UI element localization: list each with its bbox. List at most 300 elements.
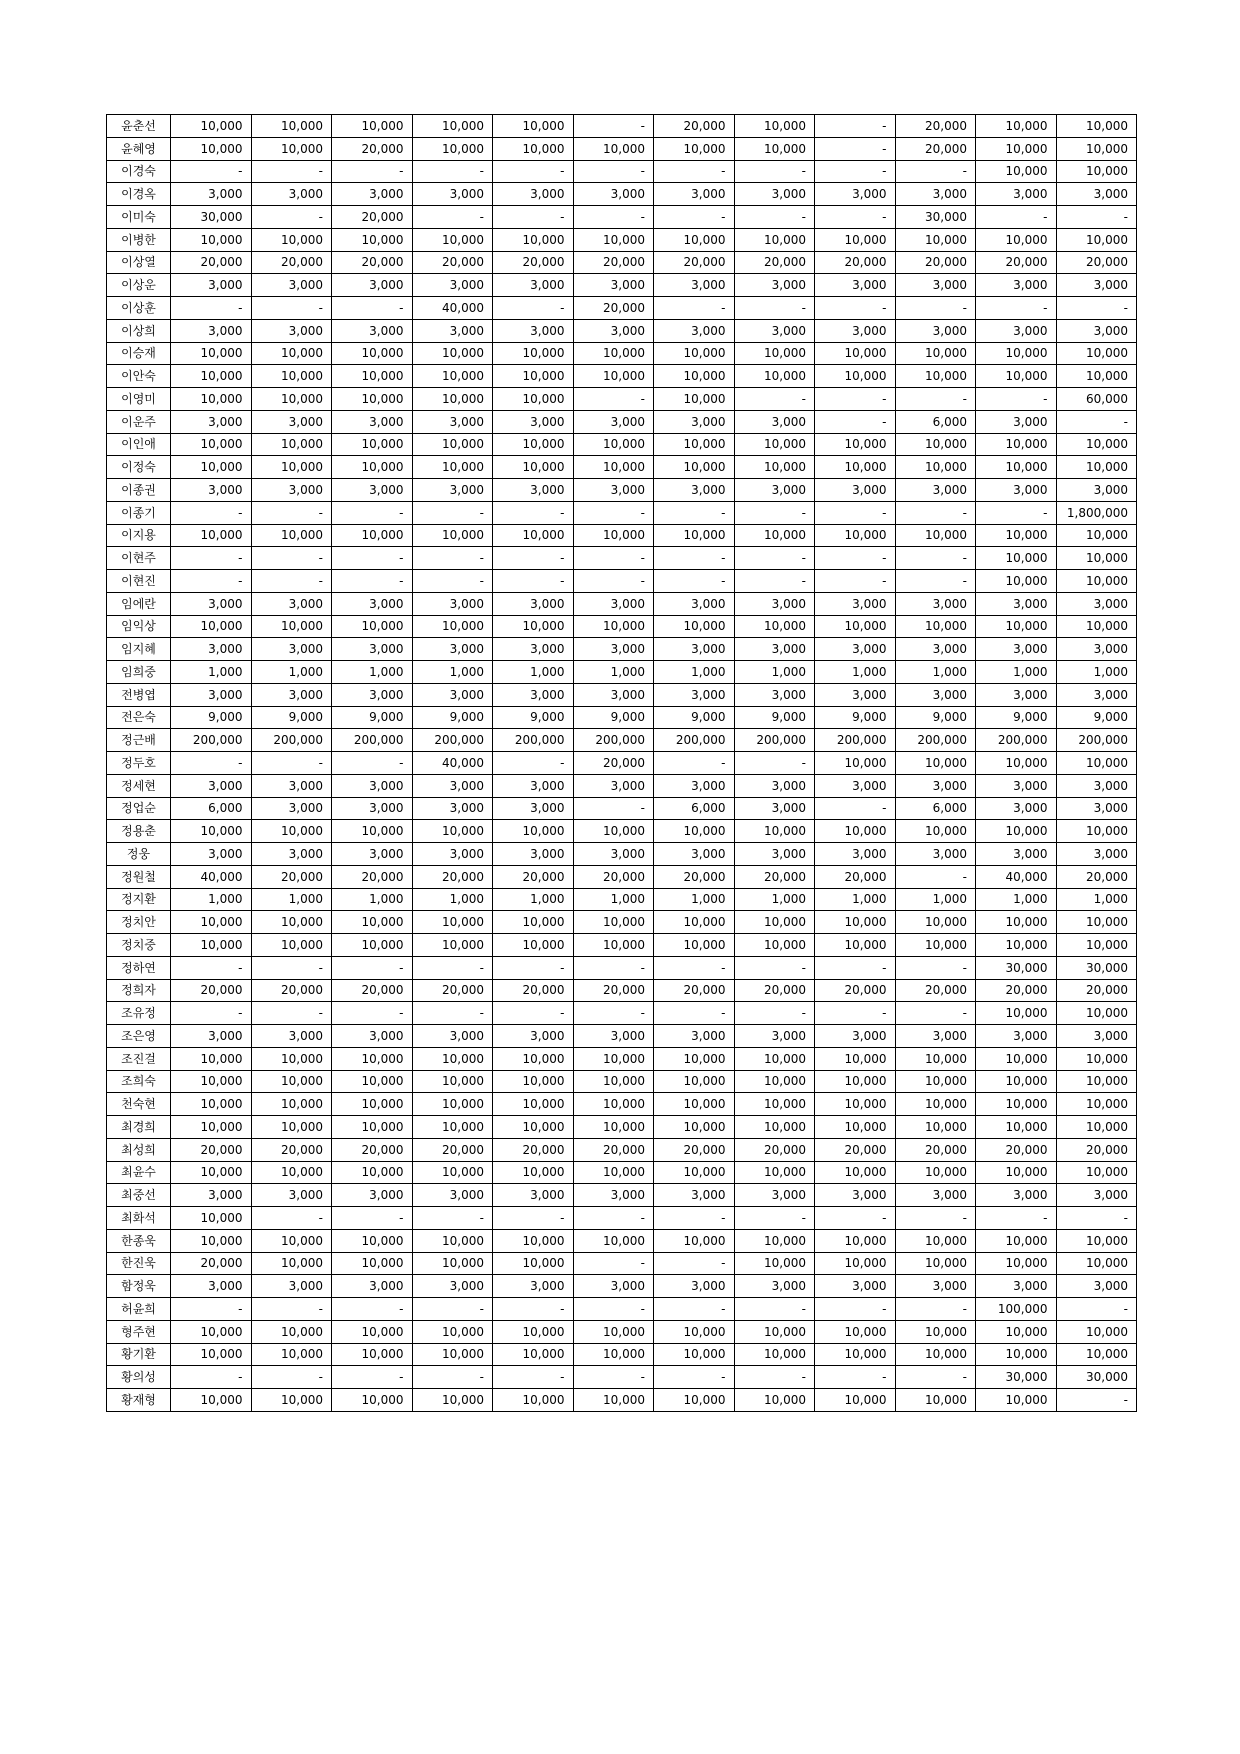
table-row xyxy=(107,410,1137,433)
amount-cell: 10,000 xyxy=(573,1343,654,1366)
amount-cell: 3,000 xyxy=(171,592,252,615)
amount-cell: 10,000 xyxy=(171,228,252,251)
amount-cell: 10,000 xyxy=(573,1047,654,1070)
amount-cell: 10,000 xyxy=(412,456,493,479)
amount-cell: 10,000 xyxy=(895,1093,976,1116)
amount-cell: 20,000 xyxy=(412,979,493,1002)
amount-cell: 3,000 xyxy=(493,683,574,706)
amount-cell: 10,000 xyxy=(976,342,1057,365)
amount-cell: - xyxy=(654,1207,735,1230)
amount-cell: 10,000 xyxy=(493,433,574,456)
table-row xyxy=(107,388,1137,411)
table-row xyxy=(107,1320,1137,1343)
amount-cell: 10,000 xyxy=(251,1229,332,1252)
amount-cell: 10,000 xyxy=(976,1252,1057,1275)
table-row xyxy=(107,615,1137,638)
amount-cell: 10,000 xyxy=(654,1389,735,1412)
amount-cell: 1,000 xyxy=(493,888,574,911)
amount-cell: - xyxy=(493,956,574,979)
amount-cell: 200,000 xyxy=(251,729,332,752)
amount-cell: 10,000 xyxy=(412,1389,493,1412)
amount-cell: 10,000 xyxy=(332,524,413,547)
amount-cell: 10,000 xyxy=(573,228,654,251)
amount-cell: - xyxy=(493,1366,574,1389)
table-row xyxy=(107,456,1137,479)
amount-cell: 1,000 xyxy=(815,888,896,911)
amount-cell: 20,000 xyxy=(654,979,735,1002)
amount-cell: 10,000 xyxy=(734,1070,815,1093)
amount-cell: 10,000 xyxy=(895,1116,976,1139)
amount-cell: 3,000 xyxy=(412,1025,493,1048)
amount-cell: 10,000 xyxy=(654,1343,735,1366)
amount-cell: 10,000 xyxy=(734,1229,815,1252)
member-name-cell: 임에란 xyxy=(107,592,171,615)
member-name-cell: 이지용 xyxy=(107,524,171,547)
ledger-body xyxy=(107,115,1137,1412)
amount-cell: 10,000 xyxy=(251,1161,332,1184)
amount-cell: 200,000 xyxy=(573,729,654,752)
amount-cell: - xyxy=(251,297,332,320)
amount-cell: 20,000 xyxy=(251,251,332,274)
amount-cell: - xyxy=(171,1366,252,1389)
amount-cell: 10,000 xyxy=(171,433,252,456)
amount-cell: 3,000 xyxy=(493,1184,574,1207)
amount-cell: - xyxy=(976,1207,1057,1230)
amount-cell: 3,000 xyxy=(171,1275,252,1298)
amount-cell: 10,000 xyxy=(976,1116,1057,1139)
amount-cell: 3,000 xyxy=(734,274,815,297)
amount-cell: 10,000 xyxy=(734,115,815,138)
amount-cell: 20,000 xyxy=(654,1138,735,1161)
amount-cell: 10,000 xyxy=(815,433,896,456)
amount-cell: 10,000 xyxy=(1056,365,1137,388)
amount-cell: 10,000 xyxy=(815,524,896,547)
amount-cell: 10,000 xyxy=(976,160,1057,183)
amount-cell: 10,000 xyxy=(1056,934,1137,957)
amount-cell: 10,000 xyxy=(332,115,413,138)
amount-cell: 10,000 xyxy=(573,1229,654,1252)
amount-cell: 20,000 xyxy=(412,1138,493,1161)
member-name-cell: 한진욱 xyxy=(107,1252,171,1275)
amount-cell: 10,000 xyxy=(1056,1229,1137,1252)
amount-cell: 10,000 xyxy=(332,1161,413,1184)
amount-cell: 10,000 xyxy=(332,1116,413,1139)
member-name-cell: 최중선 xyxy=(107,1184,171,1207)
member-name-cell: 최경희 xyxy=(107,1116,171,1139)
member-name-cell: 임희중 xyxy=(107,661,171,684)
amount-cell: 10,000 xyxy=(412,115,493,138)
amount-cell: 3,000 xyxy=(251,319,332,342)
amount-cell: 10,000 xyxy=(895,456,976,479)
amount-cell: 10,000 xyxy=(251,524,332,547)
amount-cell: 10,000 xyxy=(895,752,976,775)
amount-cell: - xyxy=(654,206,735,229)
amount-cell: 10,000 xyxy=(734,1161,815,1184)
amount-cell: 3,000 xyxy=(171,274,252,297)
amount-cell: 10,000 xyxy=(976,1229,1057,1252)
amount-cell: - xyxy=(251,1298,332,1321)
amount-cell: 10,000 xyxy=(1056,615,1137,638)
table-row xyxy=(107,1025,1137,1048)
amount-cell: 3,000 xyxy=(573,638,654,661)
amount-cell: - xyxy=(895,501,976,524)
amount-cell: 3,000 xyxy=(976,1184,1057,1207)
amount-cell: - xyxy=(332,1366,413,1389)
amount-cell: 10,000 xyxy=(1056,524,1137,547)
table-row xyxy=(107,592,1137,615)
amount-cell: 40,000 xyxy=(976,865,1057,888)
amount-cell: 9,000 xyxy=(895,706,976,729)
table-row xyxy=(107,570,1137,593)
amount-cell: 3,000 xyxy=(412,797,493,820)
member-name-cell: 정용춘 xyxy=(107,820,171,843)
amount-cell: 3,000 xyxy=(332,410,413,433)
amount-cell: - xyxy=(412,1207,493,1230)
amount-cell: 10,000 xyxy=(815,1070,896,1093)
amount-cell: - xyxy=(815,501,896,524)
amount-cell: 10,000 xyxy=(895,1070,976,1093)
amount-cell: 20,000 xyxy=(412,865,493,888)
member-name-cell: 이상운 xyxy=(107,274,171,297)
amount-cell: - xyxy=(573,115,654,138)
amount-cell: 10,000 xyxy=(412,1116,493,1139)
member-name-cell: 이승재 xyxy=(107,342,171,365)
amount-cell: 10,000 xyxy=(815,228,896,251)
amount-cell: - xyxy=(412,547,493,570)
amount-cell: 10,000 xyxy=(815,1047,896,1070)
amount-cell: 10,000 xyxy=(976,1343,1057,1366)
amount-cell: 3,000 xyxy=(654,1275,735,1298)
amount-cell: 10,000 xyxy=(573,524,654,547)
table-row xyxy=(107,1161,1137,1184)
amount-cell: - xyxy=(734,570,815,593)
amount-cell: - xyxy=(1056,1298,1137,1321)
amount-cell: 10,000 xyxy=(332,433,413,456)
amount-cell: 10,000 xyxy=(895,1389,976,1412)
member-name-cell: 이현진 xyxy=(107,570,171,593)
member-name-cell: 이병한 xyxy=(107,228,171,251)
amount-cell: 3,000 xyxy=(251,183,332,206)
amount-cell: 200,000 xyxy=(654,729,735,752)
amount-cell: 10,000 xyxy=(493,228,574,251)
amount-cell: 10,000 xyxy=(493,388,574,411)
amount-cell: 10,000 xyxy=(412,524,493,547)
amount-cell: 10,000 xyxy=(815,752,896,775)
amount-cell: 20,000 xyxy=(815,1138,896,1161)
amount-cell: 3,000 xyxy=(251,479,332,502)
amount-cell: 10,000 xyxy=(1056,456,1137,479)
amount-cell: 3,000 xyxy=(332,479,413,502)
amount-cell: 20,000 xyxy=(412,251,493,274)
amount-cell: 10,000 xyxy=(976,1047,1057,1070)
member-name-cell: 조은영 xyxy=(107,1025,171,1048)
member-name-cell: 정희자 xyxy=(107,979,171,1002)
amount-cell: 3,000 xyxy=(412,274,493,297)
amount-cell: 20,000 xyxy=(251,1138,332,1161)
amount-cell: 10,000 xyxy=(493,1047,574,1070)
amount-cell: - xyxy=(171,501,252,524)
amount-cell: 1,000 xyxy=(171,661,252,684)
amount-cell: 3,000 xyxy=(573,843,654,866)
member-name-cell: 정치안 xyxy=(107,911,171,934)
amount-cell: 3,000 xyxy=(1056,797,1137,820)
amount-cell: - xyxy=(573,1366,654,1389)
table-row xyxy=(107,479,1137,502)
amount-cell: 3,000 xyxy=(895,683,976,706)
amount-cell: 10,000 xyxy=(171,820,252,843)
amount-cell: 3,000 xyxy=(1056,592,1137,615)
member-name-cell: 이미숙 xyxy=(107,206,171,229)
amount-cell: - xyxy=(734,388,815,411)
amount-cell: 10,000 xyxy=(895,1343,976,1366)
amount-cell: 3,000 xyxy=(734,479,815,502)
member-name-cell: 함정욱 xyxy=(107,1275,171,1298)
amount-cell: - xyxy=(895,1002,976,1025)
amount-cell: 10,000 xyxy=(171,388,252,411)
amount-cell: 10,000 xyxy=(412,365,493,388)
amount-cell: 9,000 xyxy=(171,706,252,729)
amount-cell: 20,000 xyxy=(251,979,332,1002)
amount-cell: 3,000 xyxy=(412,183,493,206)
amount-cell: 3,000 xyxy=(251,1275,332,1298)
amount-cell: - xyxy=(815,1002,896,1025)
amount-cell: 10,000 xyxy=(734,365,815,388)
amount-cell: 3,000 xyxy=(412,843,493,866)
amount-cell: 3,000 xyxy=(573,1184,654,1207)
amount-cell: 10,000 xyxy=(654,1093,735,1116)
amount-cell: 3,000 xyxy=(1056,274,1137,297)
amount-cell: - xyxy=(895,1207,976,1230)
amount-cell: 3,000 xyxy=(976,183,1057,206)
table-row xyxy=(107,137,1137,160)
amount-cell: 9,000 xyxy=(815,706,896,729)
amount-cell: 3,000 xyxy=(895,774,976,797)
amount-cell: 3,000 xyxy=(815,1275,896,1298)
amount-cell: - xyxy=(734,547,815,570)
amount-cell: 10,000 xyxy=(171,1070,252,1093)
amount-cell: 20,000 xyxy=(573,251,654,274)
amount-cell: 3,000 xyxy=(573,1275,654,1298)
table-row xyxy=(107,206,1137,229)
amount-cell: 30,000 xyxy=(171,206,252,229)
amount-cell: 9,000 xyxy=(1056,706,1137,729)
amount-cell: - xyxy=(412,206,493,229)
amount-cell: - xyxy=(815,137,896,160)
amount-cell: 10,000 xyxy=(251,934,332,957)
amount-cell: 10,000 xyxy=(976,1389,1057,1412)
amount-cell: 10,000 xyxy=(895,615,976,638)
table-row xyxy=(107,683,1137,706)
amount-cell: 10,000 xyxy=(332,615,413,638)
amount-cell: 3,000 xyxy=(976,274,1057,297)
amount-cell: - xyxy=(171,1298,252,1321)
member-name-cell: 이운주 xyxy=(107,410,171,433)
amount-cell: 3,000 xyxy=(251,274,332,297)
amount-cell: 3,000 xyxy=(493,183,574,206)
amount-cell: - xyxy=(251,1002,332,1025)
amount-cell: 3,000 xyxy=(573,479,654,502)
amount-cell: - xyxy=(895,388,976,411)
amount-cell: 200,000 xyxy=(493,729,574,752)
amount-cell: 10,000 xyxy=(895,524,976,547)
member-name-cell: 윤춘선 xyxy=(107,115,171,138)
amount-cell: - xyxy=(573,1298,654,1321)
amount-cell: 3,000 xyxy=(573,774,654,797)
amount-cell: 3,000 xyxy=(573,274,654,297)
amount-cell: 3,000 xyxy=(412,638,493,661)
amount-cell: 10,000 xyxy=(1056,115,1137,138)
amount-cell: 3,000 xyxy=(895,319,976,342)
member-name-cell: 황기환 xyxy=(107,1343,171,1366)
amount-cell: - xyxy=(654,1252,735,1275)
amount-cell: 10,000 xyxy=(1056,1093,1137,1116)
amount-cell: 3,000 xyxy=(815,1184,896,1207)
amount-cell: - xyxy=(171,297,252,320)
amount-cell: 20,000 xyxy=(654,251,735,274)
table-row xyxy=(107,1070,1137,1093)
amount-cell: - xyxy=(815,1207,896,1230)
amount-cell: 10,000 xyxy=(815,342,896,365)
amount-cell: 20,000 xyxy=(734,979,815,1002)
amount-cell: 20,000 xyxy=(171,251,252,274)
member-name-cell: 조진걸 xyxy=(107,1047,171,1070)
amount-cell: 10,000 xyxy=(976,570,1057,593)
amount-cell: - xyxy=(332,1298,413,1321)
amount-cell: 10,000 xyxy=(976,1161,1057,1184)
amount-cell: 10,000 xyxy=(734,1116,815,1139)
amount-cell: - xyxy=(493,1207,574,1230)
amount-cell: - xyxy=(654,1366,735,1389)
amount-cell: 10,000 xyxy=(734,615,815,638)
amount-cell: 10,000 xyxy=(1056,752,1137,775)
amount-cell: 10,000 xyxy=(573,433,654,456)
amount-cell: 10,000 xyxy=(171,1343,252,1366)
member-name-cell: 조유정 xyxy=(107,1002,171,1025)
member-name-cell: 정웅 xyxy=(107,843,171,866)
amount-cell: 1,000 xyxy=(332,661,413,684)
table-row xyxy=(107,1389,1137,1412)
amount-cell: 3,000 xyxy=(815,1025,896,1048)
amount-cell: 10,000 xyxy=(654,433,735,456)
amount-cell: 10,000 xyxy=(654,1047,735,1070)
amount-cell: 9,000 xyxy=(573,706,654,729)
amount-cell: 3,000 xyxy=(976,843,1057,866)
amount-cell: 10,000 xyxy=(251,911,332,934)
amount-cell: 3,000 xyxy=(171,774,252,797)
amount-cell: 10,000 xyxy=(573,1389,654,1412)
amount-cell: 10,000 xyxy=(976,365,1057,388)
amount-cell: 10,000 xyxy=(573,911,654,934)
amount-cell: 20,000 xyxy=(573,979,654,1002)
amount-cell: 20,000 xyxy=(573,297,654,320)
table-row xyxy=(107,1207,1137,1230)
member-name-cell: 한종욱 xyxy=(107,1229,171,1252)
amount-cell: 10,000 xyxy=(976,547,1057,570)
amount-cell: 20,000 xyxy=(734,1138,815,1161)
amount-cell: 3,000 xyxy=(815,479,896,502)
amount-cell: 10,000 xyxy=(493,365,574,388)
amount-cell: - xyxy=(493,547,574,570)
amount-cell: 10,000 xyxy=(332,1320,413,1343)
donation-ledger-table xyxy=(106,114,1137,1412)
amount-cell: 10,000 xyxy=(976,615,1057,638)
amount-cell: 10,000 xyxy=(734,137,815,160)
amount-cell: - xyxy=(734,160,815,183)
amount-cell: 10,000 xyxy=(654,137,735,160)
amount-cell: - xyxy=(573,1207,654,1230)
amount-cell: - xyxy=(815,160,896,183)
amount-cell: 10,000 xyxy=(1056,547,1137,570)
amount-cell: - xyxy=(493,297,574,320)
amount-cell: 10,000 xyxy=(654,1229,735,1252)
amount-cell: - xyxy=(734,752,815,775)
amount-cell: 20,000 xyxy=(895,1138,976,1161)
amount-cell: 10,000 xyxy=(332,1389,413,1412)
amount-cell: 10,000 xyxy=(654,524,735,547)
amount-cell: 30,000 xyxy=(1056,956,1137,979)
amount-cell: 3,000 xyxy=(412,1275,493,1298)
amount-cell: 3,000 xyxy=(493,843,574,866)
member-name-cell: 정원철 xyxy=(107,865,171,888)
amount-cell: 10,000 xyxy=(1056,820,1137,843)
amount-cell: 10,000 xyxy=(1056,228,1137,251)
amount-cell: - xyxy=(412,1298,493,1321)
amount-cell: - xyxy=(493,160,574,183)
amount-cell: 10,000 xyxy=(573,1116,654,1139)
amount-cell: 200,000 xyxy=(734,729,815,752)
amount-cell: - xyxy=(734,1298,815,1321)
table-row xyxy=(107,865,1137,888)
member-name-cell: 최화석 xyxy=(107,1207,171,1230)
amount-cell: 10,000 xyxy=(171,1320,252,1343)
amount-cell: 3,000 xyxy=(493,479,574,502)
amount-cell: 10,000 xyxy=(412,137,493,160)
amount-cell: 10,000 xyxy=(332,456,413,479)
amount-cell: - xyxy=(332,570,413,593)
amount-cell: 10,000 xyxy=(654,365,735,388)
amount-cell: 3,000 xyxy=(412,774,493,797)
amount-cell: - xyxy=(654,956,735,979)
amount-cell: 10,000 xyxy=(654,1116,735,1139)
amount-cell: 1,000 xyxy=(1056,661,1137,684)
member-name-cell: 이인애 xyxy=(107,433,171,456)
amount-cell: 20,000 xyxy=(895,115,976,138)
amount-cell: 3,000 xyxy=(332,274,413,297)
amount-cell: 10,000 xyxy=(734,524,815,547)
amount-cell: 3,000 xyxy=(654,183,735,206)
amount-cell: 3,000 xyxy=(251,797,332,820)
table-row xyxy=(107,160,1137,183)
amount-cell: 10,000 xyxy=(493,456,574,479)
amount-cell: 3,000 xyxy=(895,843,976,866)
member-name-cell: 황재형 xyxy=(107,1389,171,1412)
amount-cell: 10,000 xyxy=(493,615,574,638)
amount-cell: 3,000 xyxy=(332,1184,413,1207)
amount-cell: 3,000 xyxy=(815,843,896,866)
amount-cell: 20,000 xyxy=(573,1138,654,1161)
amount-cell: 1,000 xyxy=(573,661,654,684)
amount-cell: 10,000 xyxy=(734,911,815,934)
amount-cell: 3,000 xyxy=(573,683,654,706)
amount-cell: 10,000 xyxy=(815,365,896,388)
amount-cell: 10,000 xyxy=(1056,911,1137,934)
amount-cell: 30,000 xyxy=(976,1366,1057,1389)
amount-cell: 10,000 xyxy=(171,911,252,934)
amount-cell: 10,000 xyxy=(171,1161,252,1184)
table-row xyxy=(107,365,1137,388)
amount-cell: 10,000 xyxy=(493,1161,574,1184)
amount-cell: 10,000 xyxy=(251,456,332,479)
